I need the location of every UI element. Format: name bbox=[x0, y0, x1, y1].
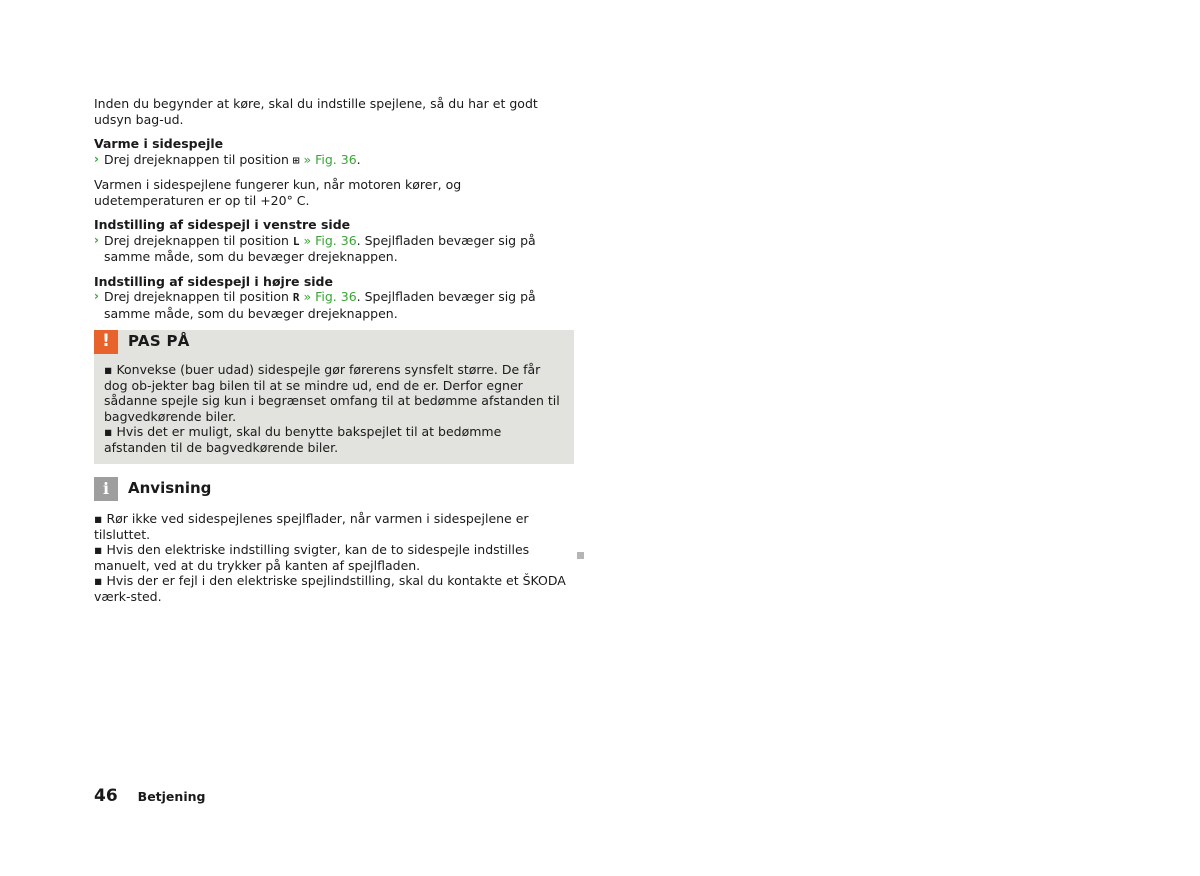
info-icon: i bbox=[94, 477, 118, 501]
intro-paragraph: Inden du begynder at køre, skal du indstille spejlene, så du har et godt udsyn bag-ud. bbox=[94, 96, 538, 127]
warning-item: ▪ Hvis det er muligt, skal du benytte bakspejlet til at bedømme afstanden til de bagvedkørende biler. bbox=[104, 424, 502, 455]
fig-link[interactable]: » Fig. 36 bbox=[303, 232, 357, 248]
note-item: ▪ Rør ikke ved sidespejlenes spejlflader, når varmen i sidespejlene er tilsluttet. bbox=[94, 511, 529, 542]
heating-heading: Varme i sidespejle bbox=[94, 136, 224, 151]
note-box bbox=[94, 477, 574, 604]
step-arrow-icon: › bbox=[94, 232, 99, 247]
warning-header bbox=[94, 330, 574, 354]
step-arrow-icon: › bbox=[94, 151, 99, 166]
page-footer bbox=[94, 786, 205, 806]
end-of-section-marker bbox=[577, 552, 584, 559]
warning-item: ▪ Konvekse (buer udad) sidespejle gør førerens synsfelt større. De får dog ob-jekter bag bilen til at se mindre ud, end de er. Derfor egner sådanne spejle sig kun i begrænset omfang til at bedømme afstanden til bagvedkørende biler. bbox=[104, 362, 560, 424]
heating-step: › Drej drejeknappen til position ⊞ » Fig. 36. bbox=[94, 151, 361, 167]
warning-body bbox=[94, 354, 574, 455]
left-step: › Drej drejeknappen til position L » Fig. 36. Spejlfladen bevæger sig på samme måde, som du bevæger drejeknappen. bbox=[94, 232, 536, 264]
fig-link[interactable]: » Fig. 36 bbox=[303, 151, 357, 167]
warning-box bbox=[94, 330, 574, 464]
note-title: Anvisning bbox=[128, 479, 212, 498]
content-column bbox=[94, 96, 574, 604]
right-step: › Drej drejeknappen til position R » Fig. 36. Spejlfladen bevæger sig på samme måde, som du bevæger drejeknappen. bbox=[94, 289, 536, 321]
fig-link[interactable]: » Fig. 36 bbox=[303, 289, 357, 304]
step-arrow-icon: › bbox=[94, 289, 99, 303]
note-item: ▪ Hvis der er fejl i den elektriske spejlindstilling, skal du kontakte et ŠKODA værk-sted. bbox=[94, 573, 566, 604]
right-position-icon: R bbox=[292, 291, 300, 304]
left-heading: Indstilling af sidespejl i venstre side bbox=[94, 217, 351, 232]
warning-title: PAS PÅ bbox=[128, 332, 190, 351]
section-name: Betjening bbox=[137, 789, 206, 804]
heater-position-icon: ⊞ bbox=[292, 153, 300, 167]
warning-icon: ! bbox=[94, 330, 118, 354]
heating-paragraph: Varmen i sidespejlene fungerer kun, når motoren kører, og udetemperaturen er op til +20° C. bbox=[94, 177, 462, 208]
left-position-icon: L bbox=[292, 234, 300, 248]
page-number: 46 bbox=[94, 786, 118, 806]
note-item: ▪ Hvis den elektriske indstilling svigter, kan de to sidespejle indstilles manuelt, ved at du trykker på kanten af spejlfladen. bbox=[94, 542, 530, 573]
right-heading: Indstilling af sidespejl i højre side bbox=[94, 273, 333, 289]
note-header bbox=[94, 477, 574, 501]
note-body bbox=[94, 511, 574, 604]
